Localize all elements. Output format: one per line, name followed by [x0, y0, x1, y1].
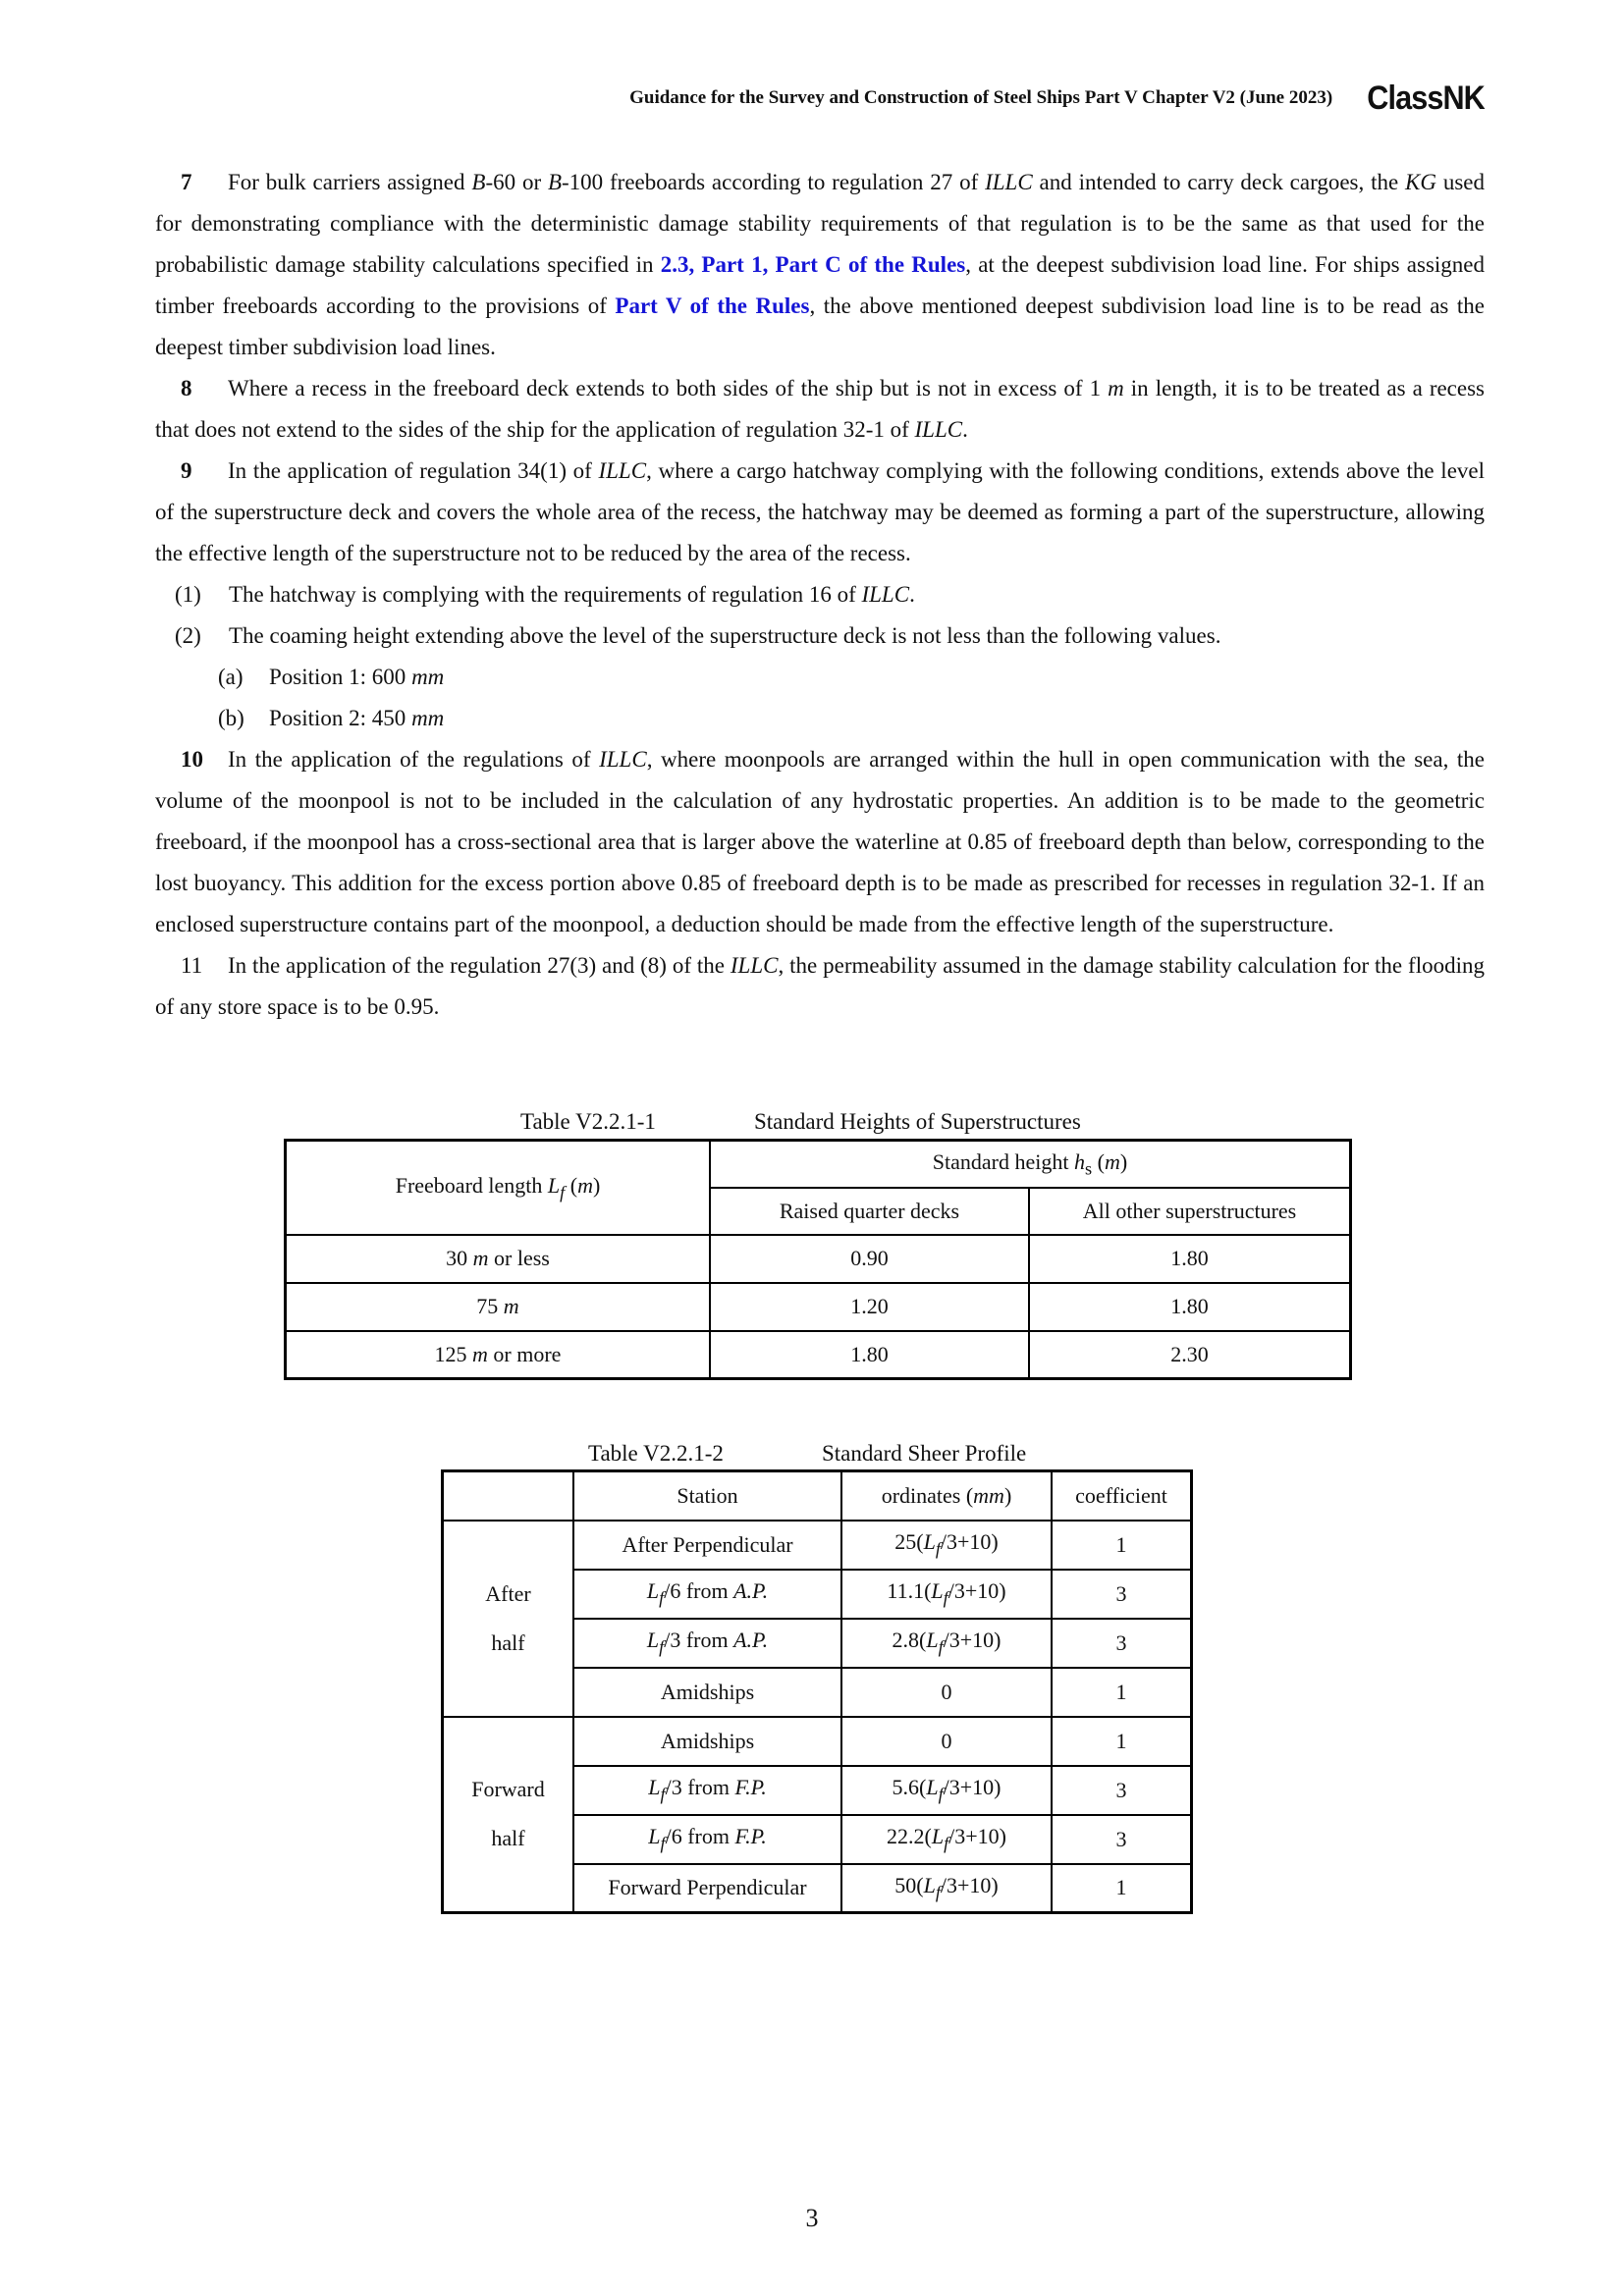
standard-sheer-profile-table — [441, 1469, 1193, 1914]
table-row: 125 m or more 1.80 2.30 — [286, 1331, 1351, 1379]
sub-list-item: (b) Position 2: 450 mm — [218, 706, 445, 730]
sub-list-item: (a) Position 1: 600 mm — [218, 665, 445, 689]
paragraph-11: 11 In the application of the regulation 27(3) and (8) of the ILLC, the permeability assumed in the damage stability calculation for the flooding of any store space is to be 0.95. — [155, 945, 1485, 1028]
table-row: Forward half Amidships 0 1 — [443, 1717, 1192, 1766]
table2-header-ordinates: ordinates (mm) — [841, 1471, 1052, 1521]
paragraph-number: 7 — [181, 170, 192, 194]
table-row: $L_f/3$ from A.P. $2.8(L_f/3+10)$ 3 — [443, 1619, 1192, 1668]
table1-header-raised-quarter-decks: Raised quarter decks — [710, 1188, 1029, 1235]
table-row: After half After Perpendicular $25(L_f/3+10)$ 1 — [443, 1521, 1192, 1570]
standard-heights-table — [284, 1139, 1352, 1380]
table2-forward-half: Forward half — [443, 1717, 574, 1913]
table-row: $L_f/6$ from A.P. $11.1(L_f/3+10)$ 3 — [443, 1570, 1192, 1619]
table-row: $L_f/3$ from F.P. $5.6(L_f/3+10)$ 3 — [443, 1766, 1192, 1815]
table2-header-station: Station — [573, 1471, 841, 1521]
paragraph-8: 8 Where a recess in the freeboard deck extends to both sides of the ship but is not in excess of 1 m in length, it is to be treated as a recess that does not extend to the sides of the ship for the application of regulation 32-1 of ILLC. — [155, 368, 1485, 451]
paragraph-7: 7 For bulk carriers assigned B-60 or B-100 freeboards according to regulation 27 of ILLC and intended to carry deck cargoes, the KG used for demonstrating compliance with the deterministic damage stability requirements of that regulation is to be the same as that used for the probabilistic damage stability calculations specified in 2.3, Part 1, Part C of the Rules, at the deepest subdivision load line. For ships assigned timber freeboards according to the provisions of Part V of the Rules, the above mentioned deepest subdivision load line is to be read as the deepest timber subdivision load lines. — [155, 162, 1485, 368]
table1-number: Table V2.2.1-1 — [520, 1109, 656, 1134]
classnk-logo: ClassNK — [1367, 79, 1485, 117]
table-row: $L_f/6$ from F.P. $22.2(L_f/3+10)$ 3 — [443, 1815, 1192, 1864]
list-item: (1) The hatchway is complying with the requirements of regulation 16 of ILLC. — [175, 582, 915, 607]
rules-link-part1-partC[interactable]: 2.3, Part 1, Part C of the Rules — [660, 252, 966, 277]
table1-header-freeboard-length: Freeboard length $L_f$ (m) — [286, 1141, 711, 1235]
list-item: (2) The coaming height extending above the level of the superstructure deck is not less than the following values. — [175, 623, 1221, 648]
table-row: Forward Perpendicular $50(L_f/3+10)$ 1 — [443, 1864, 1192, 1913]
paragraph-9: 9 In the application of regulation 34(1) of ILLC, where a cargo hatchway complying with the following conditions, extends above the level of the superstructure deck and covers the whole area of the recess, the hatchway may be deemed as forming a part of the superstructure, allowing the effective length of the superstructure not to be reduced by the area of the recess. — [155, 451, 1485, 574]
table-row: 75 m 1.20 1.80 — [286, 1283, 1351, 1331]
rules-link-partV[interactable]: Part V of the Rules — [615, 294, 810, 318]
paragraph-10: 10 In the application of the regulations of ILLC, where moonpools are arranged within the hull in open communication with the sea, the volume of the moonpool is not to be included in the calculation of any hydrostatic properties. An addition is to be made to the geometric freeboard, if the moonpool has a cross-sectional area that is larger above the waterline at 0.85 of freeboard depth than below, corresponding to the lost buoyancy. This addition for the excess portion above 0.85 of freeboard depth is to be made as prescribed for recesses in regulation 32-1. If an enclosed superstructure contains part of the moonpool, a deduction should be made from the effective length of the superstructure. — [155, 739, 1485, 945]
paragraph-number: 11 — [181, 953, 203, 978]
table1-header-other-superstructures: All other superstructures — [1029, 1188, 1351, 1235]
table2-after-half: After half — [443, 1521, 574, 1717]
paragraph-number: 8 — [181, 376, 192, 400]
table2-number: Table V2.2.1-2 — [588, 1441, 724, 1466]
table-row: 30 m or less 0.90 1.80 — [286, 1235, 1351, 1283]
table2-header-coefficient: coefficient — [1052, 1471, 1192, 1521]
table1-title: Standard Heights of Superstructures — [754, 1109, 1081, 1134]
page-header — [155, 79, 1485, 118]
table2-title: Standard Sheer Profile — [822, 1441, 1027, 1466]
table-row: Amidships 0 1 — [443, 1668, 1192, 1717]
body-text — [155, 162, 1485, 1028]
table1-header-standard-height: Standard height $h_s$ (m) — [710, 1141, 1351, 1188]
paragraph-number: 9 — [181, 458, 192, 483]
header-title: Guidance for the Survey and Construction of Steel Ships Part V Chapter V2 (June 2023) — [629, 87, 1333, 108]
paragraph-number: 10 — [181, 747, 203, 772]
page-number: 3 — [805, 2204, 819, 2232]
